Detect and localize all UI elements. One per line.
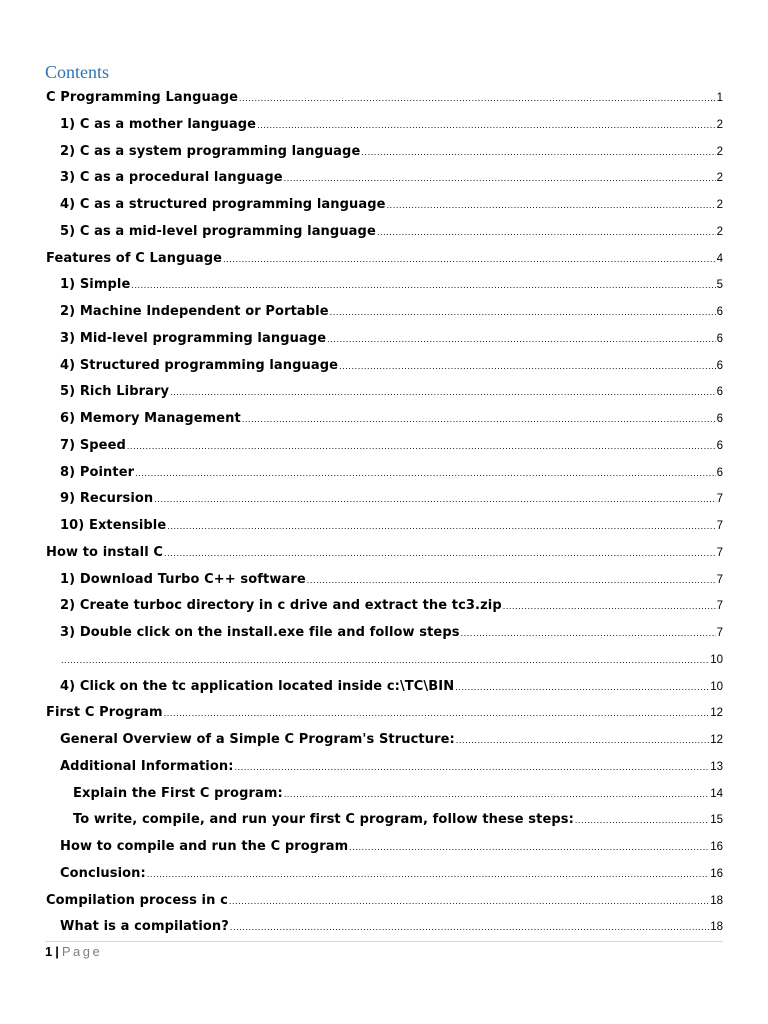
toc-dot-leader (242, 406, 716, 433)
toc-entry[interactable] (45, 834, 723, 861)
toc-entry-label: Conclusion: (60, 865, 146, 881)
toc-entry-label: 2) C as a system programming language (60, 143, 361, 159)
toc-entry-label: 2) Machine Independent or Portable (60, 304, 329, 319)
toc-entry-label: 2) Create turboc directory in c drive and extract the tc3.zip (60, 598, 502, 614)
toc-entry-label: 5) C as a mid-level programming language (60, 223, 376, 239)
toc-entry-page-number: 12 (710, 734, 723, 746)
toc-entry-page-number: 6 (716, 466, 723, 479)
toc-entry-page-number: 12 (710, 707, 723, 720)
toc-dot-leader (339, 353, 715, 380)
toc-entry-page-number: 1 (716, 92, 723, 104)
toc-entry[interactable] (45, 513, 723, 540)
toc-entry-page-number: 2 (716, 199, 723, 211)
toc-dot-leader (235, 754, 710, 781)
toc-entry[interactable] (45, 781, 723, 808)
toc-entry-label: General Overview of a Simple C Program's Structure: (60, 732, 455, 747)
toc-dot-leader (167, 513, 715, 540)
toc-entry-page-number: 16 (710, 841, 723, 853)
toc-dot-leader (377, 219, 716, 246)
toc-entry-page-number: 13 (710, 760, 723, 773)
toc-entry-page-number: 10 (710, 680, 723, 693)
toc-entry[interactable] (45, 192, 723, 219)
toc-entry-label: 1) C as a mother language (60, 116, 257, 132)
toc-entry-page-number: 10 (710, 653, 723, 666)
toc-dot-leader (575, 807, 709, 834)
toc-entry[interactable] (45, 299, 723, 326)
toc-entry[interactable] (45, 861, 723, 888)
table-of-contents (45, 85, 723, 941)
toc-entry[interactable] (45, 353, 723, 380)
toc-entry-label: Additional Information: (60, 758, 234, 774)
toc-dot-leader (455, 674, 709, 701)
toc-entry-page-number: 6 (716, 439, 723, 452)
toc-entry-page-number: 7 (716, 493, 723, 506)
toc-entry[interactable] (45, 754, 723, 781)
toc-entry-page-number: 7 (716, 627, 723, 639)
toc-dot-leader (170, 379, 716, 406)
toc-entry-page-number: 16 (710, 867, 723, 880)
toc-entry[interactable] (45, 593, 723, 620)
toc-entry-label: 7) Speed (60, 437, 126, 453)
toc-entry[interactable] (45, 406, 723, 433)
toc-dot-leader (147, 861, 709, 888)
toc-entry-label: 1) Download Turbo C++ software (60, 571, 306, 587)
toc-entry-page-number: 4 (716, 252, 723, 265)
toc-entry[interactable] (45, 219, 723, 246)
toc-entry-page-number: 6 (716, 332, 723, 345)
toc-entry[interactable] (45, 379, 723, 406)
toc-entry[interactable] (45, 246, 723, 273)
toc-dot-leader (503, 593, 716, 620)
toc-entry[interactable] (45, 460, 723, 487)
toc-dot-leader (135, 460, 715, 487)
toc-entry-label: What is a compilation? (60, 919, 229, 935)
toc-entry-page-number: 14 (710, 787, 723, 800)
toc-entry[interactable] (45, 139, 723, 166)
toc-entry-page-number: 18 (710, 894, 723, 907)
toc-dot-leader (131, 272, 715, 299)
toc-entry-page-number: 2 (716, 172, 723, 185)
toc-entry[interactable] (45, 85, 723, 112)
toc-dot-leader (349, 834, 709, 861)
toc-title: Contents (45, 62, 110, 82)
toc-dot-leader (387, 192, 716, 219)
toc-entry[interactable] (45, 165, 723, 192)
toc-dot-leader (239, 85, 716, 112)
toc-entry-page-number: 18 (710, 921, 723, 934)
toc-entry-label: 6) Memory Management (60, 411, 241, 426)
toc-entry[interactable] (45, 433, 723, 460)
toc-dot-leader (307, 567, 716, 594)
toc-dot-leader (127, 433, 716, 460)
toc-entry-page-number: 7 (716, 600, 723, 613)
toc-dot-leader (284, 781, 709, 808)
toc-dot-leader (327, 326, 715, 353)
toc-entry-label: 4) Click on the tc application located inside c:\TC\BIN (60, 678, 455, 694)
toc-entry-page-number: 15 (710, 814, 723, 827)
toc-entry-page-number: 2 (716, 225, 723, 238)
toc-entry[interactable] (45, 540, 723, 567)
toc-dot-leader (330, 299, 716, 326)
toc-entry-label: 10) Extensible (60, 518, 167, 533)
toc-entry-label: Compilation process in c (46, 892, 228, 908)
toc-dot-leader (229, 888, 709, 915)
toc-entry[interactable] (45, 567, 723, 594)
toc-dot-leader (361, 139, 715, 166)
toc-dot-leader (230, 914, 709, 941)
toc-entry-page-number: 6 (716, 359, 723, 372)
toc-entry-label: To write, compile, and run your first C program, follow these steps: (73, 812, 574, 828)
toc-entry-label: 9) Recursion (60, 491, 154, 507)
toc-entry-page-number: 6 (716, 306, 723, 318)
toc-entry[interactable] (45, 888, 723, 915)
toc-entry-page-number: 6 (716, 413, 723, 425)
toc-dot-leader (154, 486, 715, 513)
toc-entry-label: 5) Rich Library (60, 384, 170, 400)
toc-entry[interactable] (45, 727, 723, 754)
toc-entry-label: 3) Double click on the install.exe file and follow steps (60, 625, 460, 640)
toc-entry-page-number: 7 (716, 546, 723, 559)
footer-page-number: 1 (45, 944, 53, 959)
toc-entry-label: How to compile and run the C program (60, 839, 349, 854)
toc-dot-leader (461, 620, 716, 647)
toc-entry[interactable] (45, 272, 723, 299)
toc-dot-leader (223, 246, 716, 273)
toc-dot-leader (257, 112, 716, 139)
toc-entry[interactable] (45, 486, 723, 513)
toc-entry[interactable] (45, 647, 723, 674)
toc-entry[interactable] (45, 807, 723, 834)
toc-entry-page-number: 2 (716, 118, 723, 131)
footer-page-label: Page (61, 944, 103, 959)
toc-entry-page-number: 6 (716, 386, 723, 399)
toc-entry-page-number: 7 (716, 520, 723, 532)
toc-entry-label: Explain the First C program: (73, 785, 283, 801)
toc-entry-label: 3) Mid-level programming language (60, 330, 327, 346)
toc-entry-label: 4) C as a structured programming language (60, 197, 386, 212)
toc-entry[interactable] (45, 112, 723, 139)
page-footer (45, 944, 102, 959)
toc-entry-label: 3) C as a procedural language (60, 170, 283, 186)
toc-entry[interactable] (45, 700, 723, 727)
toc-entry-page-number: 5 (716, 279, 723, 292)
toc-entry-label: Features of C Language (46, 250, 223, 266)
toc-entry-page-number: 7 (716, 573, 723, 586)
toc-dot-leader (164, 540, 716, 567)
toc-entry-label: C Programming Language (46, 90, 239, 105)
toc-entry-page-number: 2 (716, 145, 723, 158)
toc-entry[interactable] (45, 914, 723, 941)
toc-dot-leader (164, 700, 710, 727)
toc-entry-label: How to install C (46, 544, 164, 560)
toc-entry-label: 8) Pointer (60, 464, 135, 480)
footer-divider (45, 941, 723, 942)
toc-dot-leader (456, 727, 709, 754)
toc-dot-leader (284, 165, 716, 192)
toc-entry-label: 1) Simple (60, 277, 131, 293)
toc-entry-label: First C Program (46, 705, 163, 721)
toc-dot-leader (61, 647, 709, 674)
toc-entry[interactable] (45, 674, 723, 701)
footer-separator: | (55, 944, 59, 959)
toc-entry[interactable] (45, 326, 723, 353)
toc-entry[interactable] (45, 620, 723, 647)
toc-entry-label: 4) Structured programming language (60, 357, 339, 373)
